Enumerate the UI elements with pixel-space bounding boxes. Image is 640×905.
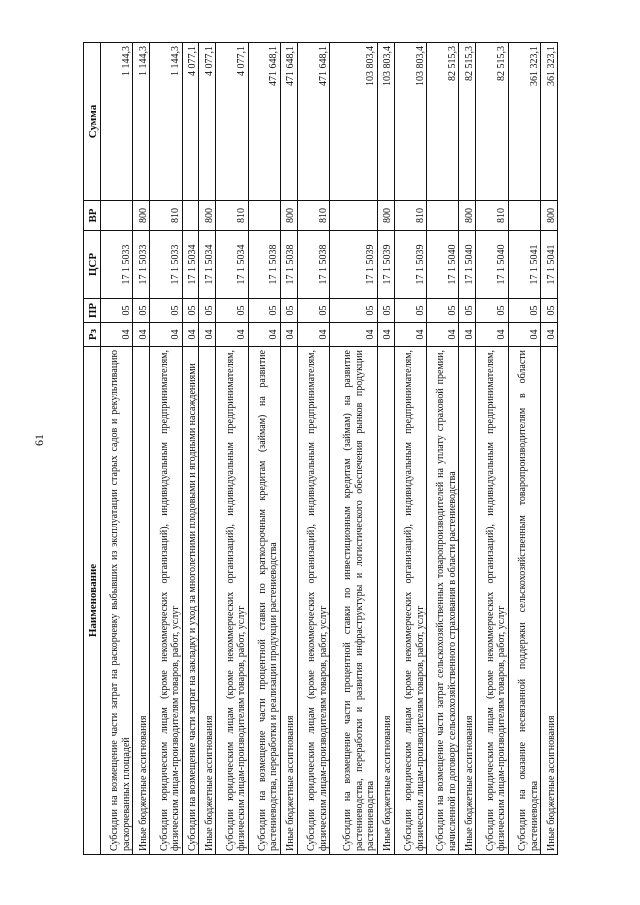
row-name: Иные бюджетные ассигнования	[133, 347, 150, 855]
row-pr: 05	[280, 299, 297, 323]
row-csr: 17 1 5033	[101, 231, 133, 299]
row-vr: 810	[150, 201, 182, 231]
row-pr: 05	[199, 299, 216, 323]
row-sum: 103 803,4	[394, 43, 426, 201]
header-csr: ЦСР	[84, 231, 101, 299]
row-csr: 17 1 5038	[248, 231, 280, 299]
row-sum: 4 077,1	[216, 43, 248, 201]
row-csr: 17 1 5039	[330, 231, 378, 299]
row-csr: 17 1 5040	[476, 231, 508, 299]
table-row	[133, 43, 150, 855]
row-vr: 800	[541, 201, 558, 231]
row-rz: 04	[541, 323, 558, 347]
row-rz: 04	[216, 323, 248, 347]
row-sum: 361 323,1	[541, 43, 558, 201]
row-vr: 800	[459, 201, 476, 231]
row-csr: 17 1 5034	[199, 231, 216, 299]
row-pr: 05	[182, 299, 199, 323]
row-csr: 17 1 5038	[297, 231, 329, 299]
row-pr: 05	[377, 299, 394, 323]
row-csr: 17 1 5038	[280, 231, 297, 299]
row-csr: 17 1 5040	[427, 231, 459, 299]
row-name: Субсидии юридическим лицам (кроме некоммерческих организаций), индивидуальным предпринимателям, физическим лицам-производителям товаров, работ, услуг	[394, 347, 426, 855]
header-rz: Рз	[84, 323, 101, 347]
row-name: Субсидии юридическим лицам (кроме некоммерческих организаций), индивидуальным предпринимателям, физическим лицам-производителям товаров, работ, услуг	[216, 347, 248, 855]
row-rz: 04	[459, 323, 476, 347]
row-sum: 82 515,3	[427, 43, 459, 201]
row-rz: 04	[280, 323, 297, 347]
row-pr: 05	[459, 299, 476, 323]
table-body	[101, 43, 558, 855]
row-name: Субсидии на возмещение части затрат на закладку и уход за многолетними плодовыми и ягодными насаждениями	[182, 347, 199, 855]
header-pr: ПР	[84, 299, 101, 323]
row-name: Иные бюджетные ассигнования	[541, 347, 558, 855]
header-vr: ВР	[84, 201, 101, 231]
row-pr: 05	[101, 299, 133, 323]
table-row	[297, 43, 329, 855]
row-pr: 05	[394, 299, 426, 323]
row-pr: 05	[541, 299, 558, 323]
row-pr: 05	[248, 299, 280, 323]
row-rz: 04	[377, 323, 394, 347]
row-pr: 05	[427, 299, 459, 323]
row-sum: 4 077,1	[199, 43, 216, 201]
row-rz: 04	[508, 323, 540, 347]
row-pr: 05	[297, 299, 329, 323]
row-rz: 04	[248, 323, 280, 347]
row-rz: 04	[133, 323, 150, 347]
row-rz: 04	[199, 323, 216, 347]
row-csr: 17 1 5039	[377, 231, 394, 299]
row-sum: 471 648,1	[248, 43, 280, 201]
table-row	[330, 43, 378, 855]
row-vr	[330, 201, 378, 231]
row-vr: 800	[280, 201, 297, 231]
row-pr: 05	[508, 299, 540, 323]
table-row	[459, 43, 476, 855]
table-row	[101, 43, 133, 855]
row-pr: 05	[133, 299, 150, 323]
table-row	[394, 43, 426, 855]
row-vr: 810	[394, 201, 426, 231]
row-csr: 17 1 5033	[150, 231, 182, 299]
row-name: Субсидии юридическим лицам (кроме некоммерческих организаций), индивидуальным предпринимателям, физическим лицам-производителям товаров, работ, услуг	[297, 347, 329, 855]
budget-table	[83, 42, 558, 855]
row-name: Субсидии на возмещение части процентной ставки по инвестиционным кредитам (займам) на развитие растениеводства, переработки и развития инфраструктуры и логистического обеспечения рынков продукции растениеводства	[330, 347, 378, 855]
row-name: Иные бюджетные ассигнования	[459, 347, 476, 855]
table-row	[541, 43, 558, 855]
row-rz: 04	[330, 323, 378, 347]
table-row	[377, 43, 394, 855]
row-rz: 04	[182, 323, 199, 347]
row-name: Субсидии юридическим лицам (кроме некоммерческих организаций), индивидуальным предпринимателям, физическим лицам-производителям товаров, работ, услуг	[476, 347, 508, 855]
row-vr	[508, 201, 540, 231]
header-name: Наименование	[84, 347, 101, 855]
row-vr	[248, 201, 280, 231]
table-row	[182, 43, 199, 855]
row-rz: 04	[150, 323, 182, 347]
row-csr: 17 1 5041	[508, 231, 540, 299]
table-row	[508, 43, 540, 855]
row-vr	[101, 201, 133, 231]
page-number: 61	[32, 434, 46, 446]
row-csr: 17 1 5034	[182, 231, 199, 299]
row-sum: 1 144,3	[150, 43, 182, 201]
row-csr: 17 1 5039	[394, 231, 426, 299]
row-csr: 17 1 5034	[216, 231, 248, 299]
row-pr: 05	[150, 299, 182, 323]
row-rz: 04	[297, 323, 329, 347]
table-row	[248, 43, 280, 855]
row-sum: 471 648,1	[297, 43, 329, 201]
row-name: Иные бюджетные ассигнования	[199, 347, 216, 855]
row-vr	[427, 201, 459, 231]
row-csr: 17 1 5041	[541, 231, 558, 299]
row-vr	[182, 201, 199, 231]
row-name: Субсидии на возмещение части процентной ставки по краткосрочным кредитам (займам) на развитие растениеводства, переработки и реализации продукции растениеводства	[248, 347, 280, 855]
row-sum: 82 515,3	[476, 43, 508, 201]
row-pr: 05	[216, 299, 248, 323]
row-name: Иные бюджетные ассигнования	[377, 347, 394, 855]
row-sum: 361 323,1	[508, 43, 540, 201]
row-vr: 800	[199, 201, 216, 231]
row-vr: 800	[133, 201, 150, 231]
row-name: Субсидии на оказание несвязанной поддержки сельскохозяйственным товаропроизводителям в области растениеводства	[508, 347, 540, 855]
row-vr: 810	[216, 201, 248, 231]
table-row	[476, 43, 508, 855]
row-rz: 04	[427, 323, 459, 347]
row-vr: 800	[377, 201, 394, 231]
row-name: Субсидии на возмещение части затрат сельскохозяйственных товаропроизводителей на уплату страховой премии, начисленной по договору сельскохозяйственного страхования в области растениеводства	[427, 347, 459, 855]
header-sum: Сумма	[84, 43, 101, 201]
row-name: Субсидии на возмещение части затрат на раскорчевку выбывших из эксплуатации старых садов и рекультивацию раскорчеванных площадей	[101, 347, 133, 855]
row-csr: 17 1 5040	[459, 231, 476, 299]
row-rz: 04	[476, 323, 508, 347]
table-row	[427, 43, 459, 855]
row-sum: 1 144,3	[133, 43, 150, 201]
header-row	[84, 43, 101, 855]
row-rz: 04	[101, 323, 133, 347]
table-row	[199, 43, 216, 855]
row-sum: 103 803,4	[330, 43, 378, 201]
row-sum: 82 515,3	[459, 43, 476, 201]
row-sum: 471 648,1	[280, 43, 297, 201]
row-csr: 17 1 5033	[133, 231, 150, 299]
row-pr: 05	[330, 299, 378, 323]
row-vr: 810	[476, 201, 508, 231]
row-name: Субсидии юридическим лицам (кроме некоммерческих организаций), индивидуальным предпринимателям, физическим лицам-производителям товаров, работ, услуг	[150, 347, 182, 855]
row-sum: 103 803,4	[377, 43, 394, 201]
row-pr: 05	[476, 299, 508, 323]
row-vr: 810	[297, 201, 329, 231]
table-row	[150, 43, 182, 855]
row-name: Иные бюджетные ассигнования	[280, 347, 297, 855]
rotated-table-container	[83, 43, 558, 855]
row-rz: 04	[394, 323, 426, 347]
table-row	[216, 43, 248, 855]
table-row	[280, 43, 297, 855]
row-sum: 1 144,3	[101, 43, 133, 201]
row-sum: 4 077,1	[182, 43, 199, 201]
